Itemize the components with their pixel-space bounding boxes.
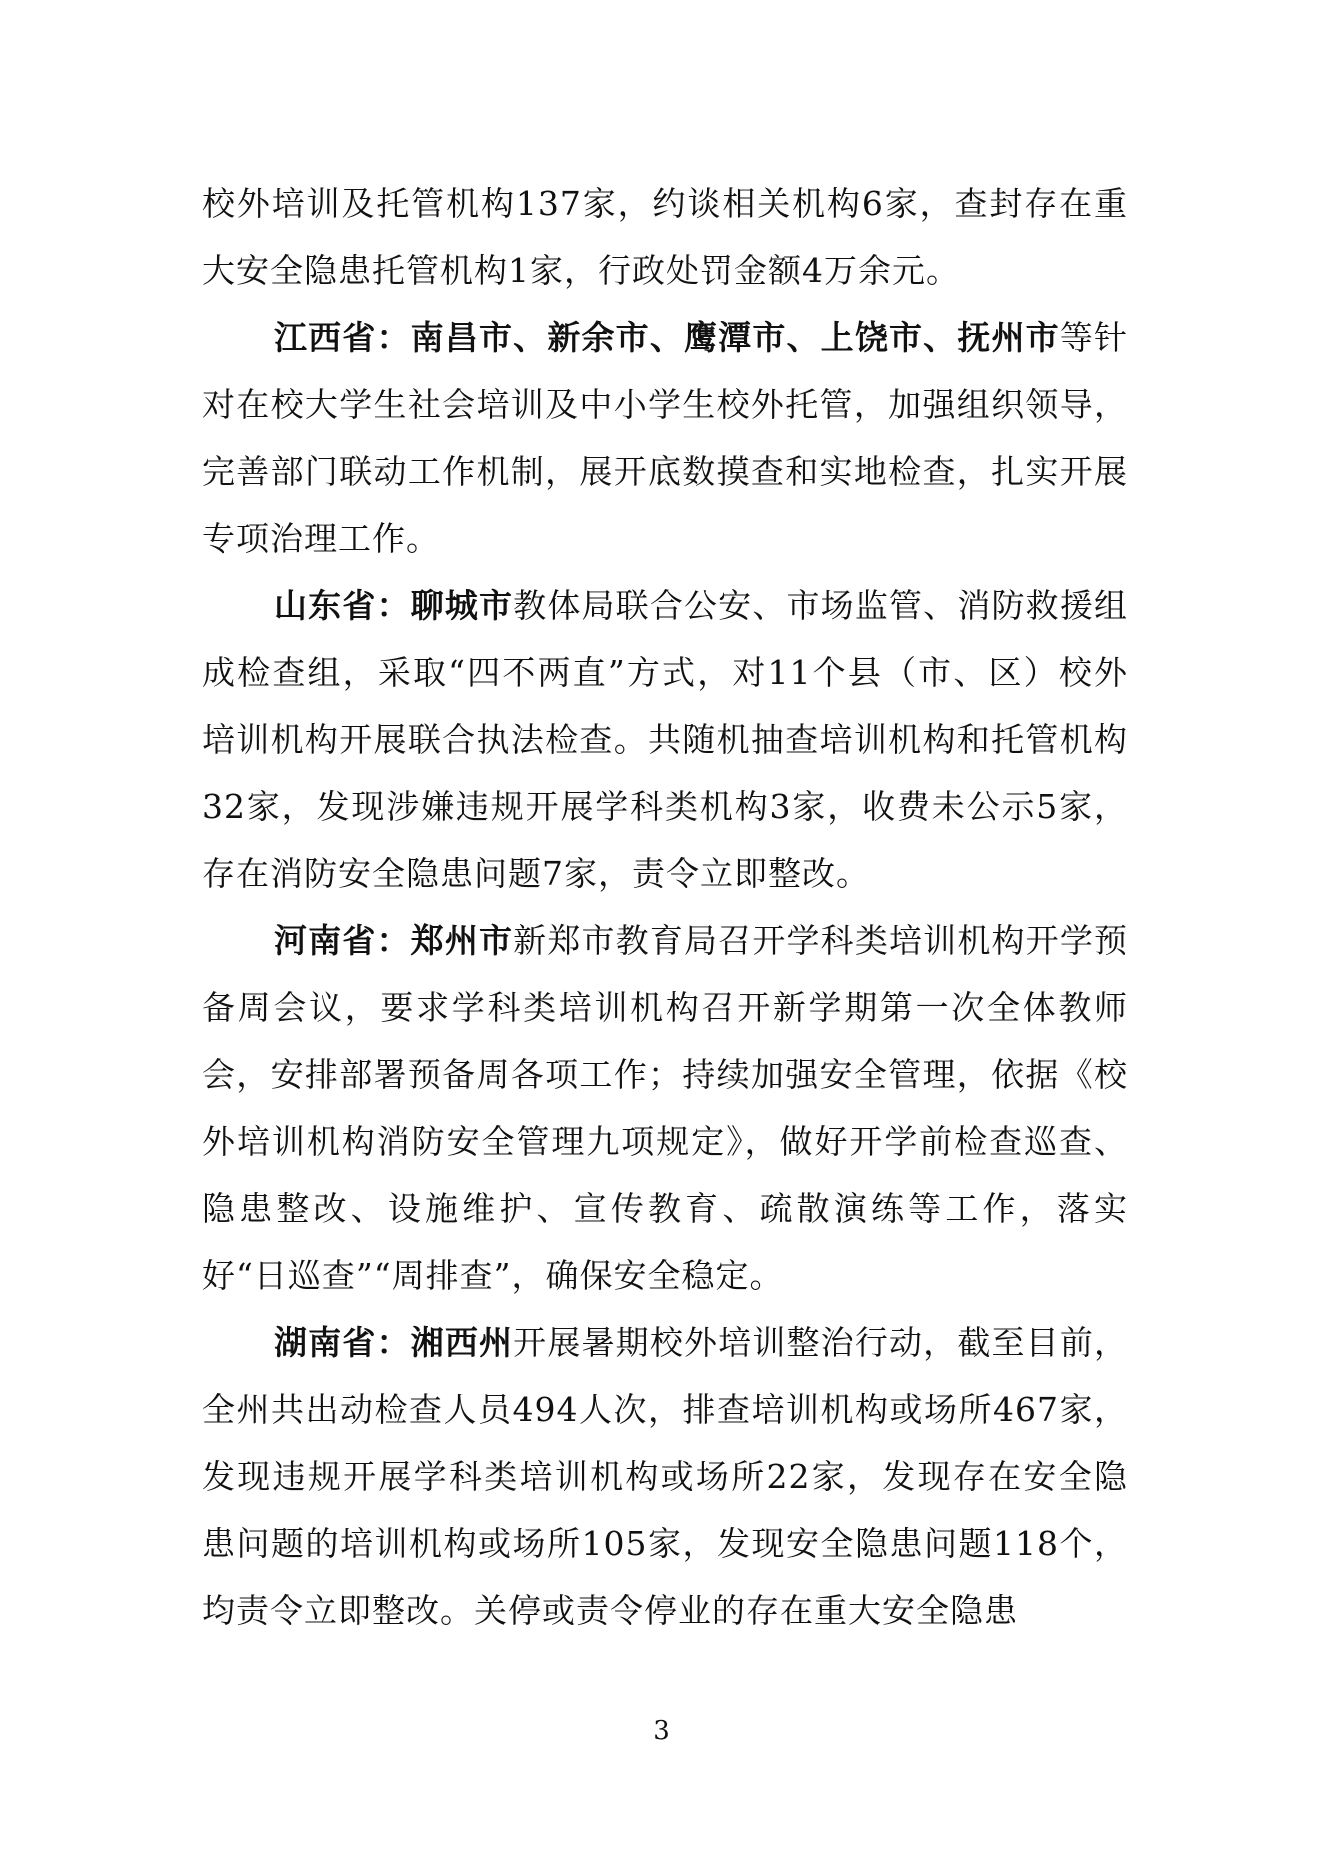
paragraph-text: 校外培训及托管机构137家，约谈相关机构6家，查封存在重大安全隐患托管机构1家，行政处罚金额4万余元。	[202, 184, 1128, 290]
paragraph-lead: 河南省：郑州市	[274, 921, 514, 960]
paragraph-text: 新郑市教育局召开学科类培训机构开学预备周会议，要求学科类培训机构召开新学期第一次全体教师会，安排部署预备周各项工作；持续加强安全管理，依据《校外培训机构消防安全管理九项规定》，做好开学前检查巡查、隐患整改、设施维护、宣传教育、疏散演练等工作，落实好“日巡查”“周排查”，确保安全稳定。	[202, 921, 1129, 1295]
paragraph-lead: 江西省：南昌市、新余市、鹰潭市、上饶市、抚州市	[274, 318, 1060, 357]
paragraph-continued	[202, 170, 1128, 304]
paragraph-text: 等针对在校大学生社会培训及中小学生校外托管，加强组织领导，完善部门联动工作机制，展开底数摸查和实地检查，扎实开展专项治理工作。	[202, 318, 1129, 558]
document-body	[202, 170, 1128, 1644]
paragraph-text: 开展暑期校外培训整治行动，截至目前，全州共出动检查人员494人次，排查培训机构或场所467家，发现违规开展学科类培训机构或场所22家，发现存在安全隐患问题的培训机构或场所105家，发现安全隐患问题118个，均责令立即整改。关停或责令停业的存在重大安全隐患	[202, 1323, 1129, 1630]
paragraph-lead: 湖南省：湘西州	[274, 1323, 514, 1362]
paragraph-jiangxi	[202, 304, 1128, 572]
paragraph-text: 教体局联合公安、市场监管、消防救援组成检查组，采取“四不两直”方式，对11个县（市、区）校外培训机构开展联合执法检查。共随机抽查培训机构和托管机构32家，发现涉嫌违规开展学科类机构3家，收费未公示5家，存在消防安全隐患问题7家，责令立即整改。	[202, 586, 1129, 893]
paragraph-shandong	[202, 572, 1128, 907]
page-number: 3	[653, 1716, 670, 1746]
paragraph-hunan	[202, 1309, 1128, 1644]
paragraph-henan	[202, 907, 1128, 1309]
paragraph-lead: 山东省：聊城市	[274, 586, 514, 625]
